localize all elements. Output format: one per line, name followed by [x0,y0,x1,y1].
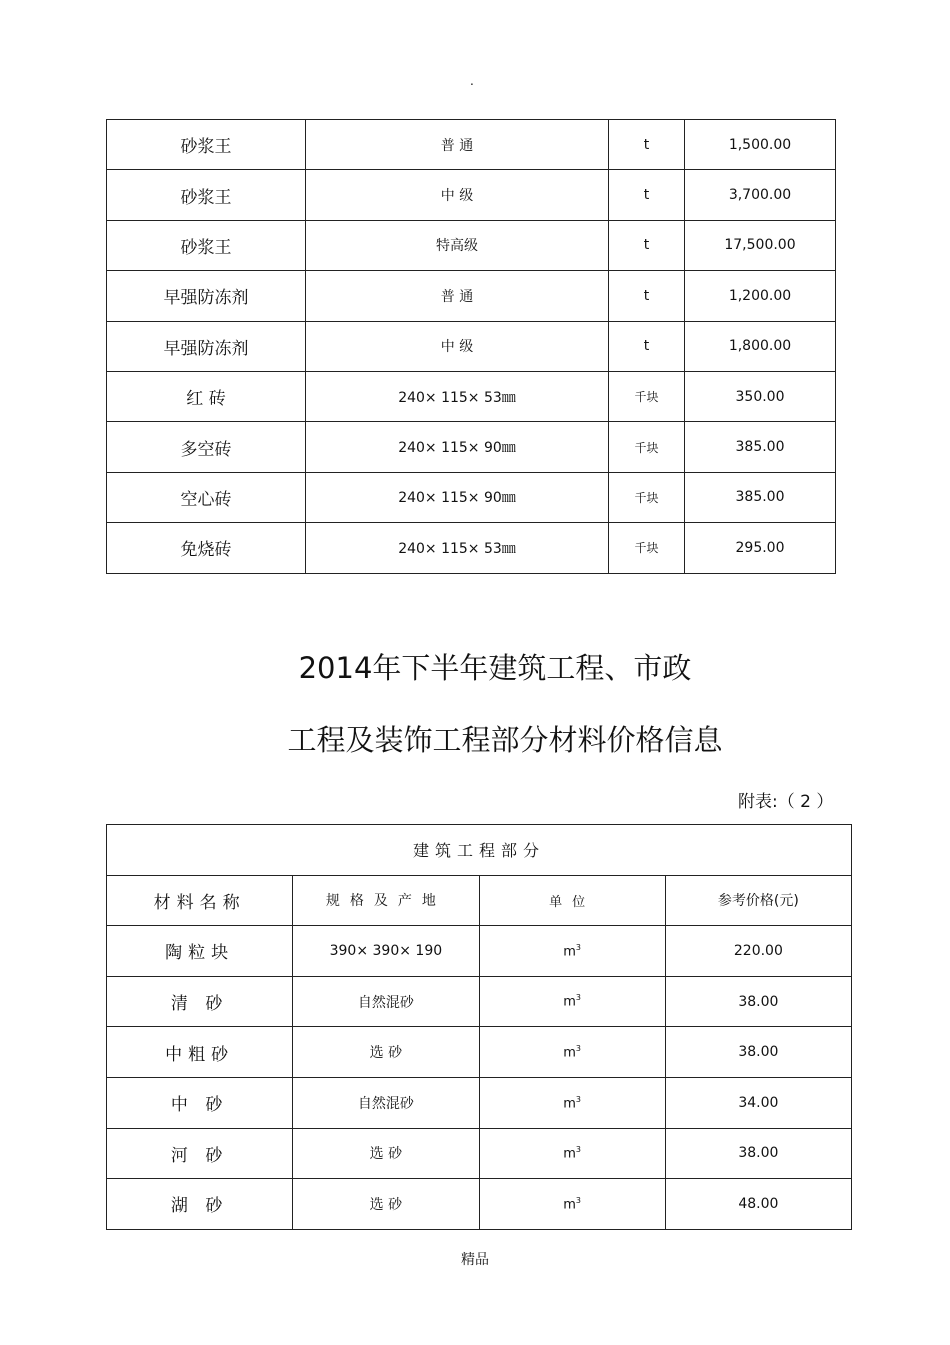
section-header-row [107,825,852,876]
material-price: 385.00 [685,422,836,472]
footer-label: 精品 [461,1252,489,1268]
material-unit [479,976,665,1027]
material-price: 385.00 [685,472,836,522]
material-spec: 中 级 [306,321,609,371]
material-unit [479,1179,665,1230]
column-header-spec: 规格及产地 [293,875,479,926]
column-header-price: 参考价格(元) [665,875,851,926]
material-name: 清 砂 [107,976,293,1027]
material-price: 34.00 [665,1077,851,1128]
material-unit [479,1077,665,1128]
material-name: 空心砖 [107,472,306,522]
material-spec: 普 通 [306,271,609,321]
material-unit: 千块 [609,523,685,573]
material-unit: t [609,220,685,270]
material-price: 350.00 [685,371,836,421]
materials-table-continued [106,119,836,574]
material-price: 38.00 [665,976,851,1027]
unit-base: m [563,1045,576,1061]
material-spec: 240× 115× 53㎜ [306,523,609,573]
table-row [107,321,836,371]
table-row [107,422,836,472]
annex-label: 附表:（ 2 ） [738,792,834,812]
material-spec: 240× 115× 90㎜ [306,472,609,522]
material-spec: 自然混砂 [293,976,479,1027]
material-name: 红 砖 [107,371,306,421]
table-row [107,220,836,270]
material-unit: 千块 [609,472,685,522]
document-title-line2: 工程及装饰工程部分材料价格信息 [287,723,723,757]
material-price: 295.00 [685,523,836,573]
unit-exponent: 3 [575,1044,581,1053]
table-row [107,170,836,220]
material-spec: 选 砂 [293,1179,479,1230]
unit-exponent: 3 [575,1145,581,1155]
material-price: 1,500.00 [685,120,836,170]
material-name: 中粗砂 [107,1027,293,1078]
material-price: 3,700.00 [685,170,836,220]
material-price: 48.00 [665,1179,851,1230]
material-unit [479,1027,665,1078]
table-row [107,120,836,170]
unit-base: m [563,1095,576,1111]
table-row [107,976,852,1027]
document-title-line1: 2014年下半年建筑工程、市政 [298,651,692,685]
unit-exponent: 3 [575,1195,581,1205]
table-row [107,523,836,573]
material-spec: 选 砂 [293,1027,479,1078]
unit-exponent: 3 [575,993,581,1003]
material-name: 砂浆王 [107,170,306,220]
material-spec: 240× 115× 53㎜ [306,371,609,421]
material-name: 中 砂 [107,1077,293,1128]
material-price: 220.00 [665,926,851,977]
material-unit: 千块 [609,371,685,421]
material-unit: t [609,271,685,321]
material-price: 38.00 [665,1128,851,1179]
header-dot: . [470,74,474,88]
material-unit [479,1128,665,1179]
table-row [107,1027,852,1078]
material-unit: t [609,321,685,371]
material-unit: 千块 [609,422,685,472]
unit-exponent: 3 [575,942,581,952]
material-spec: 中 级 [306,170,609,220]
table-row [107,271,836,321]
column-header-unit: 单位 [479,875,665,926]
unit-base: m [563,994,576,1010]
material-name: 陶粒块 [107,926,293,977]
table-row [107,1179,852,1230]
table-row [107,472,836,522]
material-spec: 自然混砂 [293,1077,479,1128]
material-name: 河 砂 [107,1128,293,1179]
table-row [107,1077,852,1128]
material-price: 1,200.00 [685,271,836,321]
material-name: 早强防冻剂 [107,321,306,371]
material-name: 免烧砖 [107,523,306,573]
materials-table-building [106,824,852,1230]
material-price: 1,800.00 [685,321,836,371]
material-name: 早强防冻剂 [107,271,306,321]
table-row [107,371,836,421]
unit-exponent: 3 [575,1094,581,1104]
material-price: 38.00 [665,1027,851,1078]
material-unit [479,926,665,977]
material-name: 砂浆王 [107,220,306,270]
unit-base: m [563,944,576,960]
material-spec: 选 砂 [293,1128,479,1179]
material-price: 17,500.00 [685,220,836,270]
material-spec: 普 通 [306,120,609,170]
unit-base: m [563,1197,576,1213]
table-row [107,926,852,977]
material-name: 多空砖 [107,422,306,472]
material-spec: 240× 115× 90㎜ [306,422,609,472]
material-spec: 390× 390× 190 [293,926,479,977]
material-name: 砂浆王 [107,120,306,170]
unit-base: m [563,1146,576,1162]
material-unit: t [609,120,685,170]
material-spec: 特高级 [306,220,609,270]
material-name: 湖 砂 [107,1179,293,1230]
column-header-name: 材料名称 [107,875,293,926]
column-header-row [107,875,852,926]
table-row [107,1128,852,1179]
material-unit: t [609,170,685,220]
section-title: 建筑工程部分 [107,825,852,876]
